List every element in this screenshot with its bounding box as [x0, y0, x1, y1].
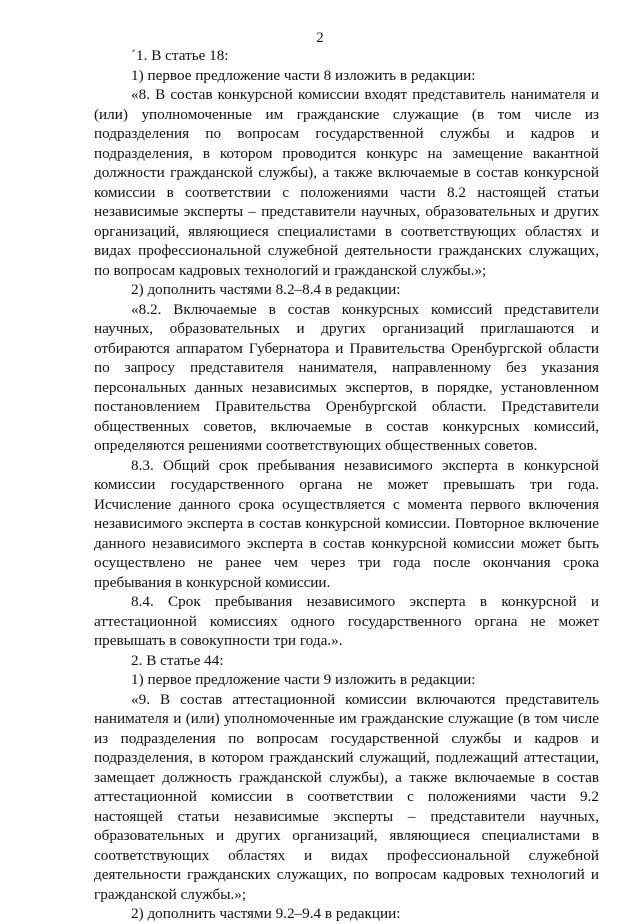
- page-number: 2: [316, 30, 324, 46]
- document-body: [94, 46, 599, 924]
- paragraph-article-44: 2. В статье 44:: [131, 651, 224, 669]
- paragraph-part-8-3: 8.3. Общий срок пребывания независимого эксперта в конкурсной комиссии государственного органа не может превышать три года. Исчисление данного срока осуществляется с момента первого включения независимого эксперта в состав конкурсной комиссии. Повторное включение данного независимого эксперта в состав конкурсной комиссии может быть осуществлено не ранее чем через три года после окончания срока пребывания в конкурсной комиссии.: [94, 456, 599, 591]
- paragraph-part-8: «8. В состав конкурсной комиссии входят представитель нанимателя и (или) уполномоченные им гражданские служащие (в том числе из подразделения по вопросам государственной службы и кадров и подразделения, в котором проводится конкурс на замещение вакантной должности гражданской службы), а также включаемые в состав конкурсной комиссии в соответствии с положениями части 8.2 настоящей статьи независимые эксперты – представители научных, образовательных и других организаций, являющиеся специалистами в соответствующих областях и видах профессиональной служебной деятельности гражданских служащих, по вопросам кадровых технологий и гражданской службы.»;: [94, 86, 599, 279]
- paragraph-part-8-4: 8.4. Срок пребывания независимого эксперта в конкурсной и аттестационной комиссиях одного государственного органа не может превышать в совокупности три года.».: [94, 593, 599, 649]
- paragraph-part-8-2: «8.2. Включаемые в состав конкурсных комиссий представители научных, образовательных и других организаций приглашаются и отбираются аппаратом Губернатора и Правительства Оренбургской области по запросу представителя нанимателя, направленному без указания персональных данных независимых экспертов, в порядке, установленном постановлением Правительства Оренбургской области. Представители общественных советов, включаемые в состав конкурсных комиссий, определяются решениями соответствующих общественных советов.: [94, 300, 599, 454]
- paragraph-item-2: 2) дополнить частями 8.2–8.4 в редакции:: [131, 281, 401, 298]
- paragraph-item-1: 1) первое предложение части 8 изложить в редакции:: [131, 66, 476, 84]
- paragraph-item-2-parts-9-2-9-4: 2) дополнить частями 9.2–9.4 в редакции:: [131, 905, 401, 922]
- paragraph-part-9: «9. В состав аттестационной комиссии включаются представитель нанимателя и (или) уполномоченные им гражданские служащие (в том числе из подразделения по вопросам государственной службы и кадров и подразделения, в котором гражданский служащий, подлежащий аттестации, замещает должность гражданской службы), а также включаемые в состав аттестационной комиссии в соответствии с положениями части 9.2 настоящей статьи независимые эксперты – представители научных, образовательных и других организаций, являющиеся специалистами в соответствующих областях и видах профессиональной служебной деятельности гражданских служащих, по вопросам кадровых технологий и гражданской службы.»;: [94, 690, 599, 903]
- paragraph-article-18: ´1. В статье 18:: [131, 47, 229, 64]
- paragraph-item-1-part-9: 1) первое предложение части 9 изложить в редакции:: [131, 671, 476, 688]
